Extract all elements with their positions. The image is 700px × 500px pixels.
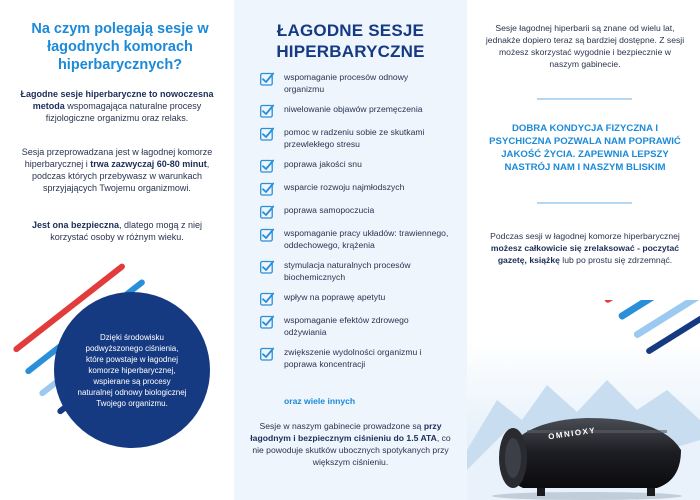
checklist-item-label: poprawa samopoczucia [284, 205, 375, 215]
right-panel [467, 0, 700, 500]
checklist-item [260, 104, 450, 118]
more-label: oraz wiele innych [284, 396, 356, 406]
checkmark-icon [260, 347, 274, 361]
duration-paragraph [14, 146, 220, 194]
checklist-item [260, 159, 450, 173]
checklist-item-label: wspomaganie procesów odnowy organizmu [284, 72, 409, 94]
checklist-item-label: wsparcie rozwoju najmłodszych [284, 182, 405, 192]
checklist-item [260, 127, 450, 150]
checklist-item [260, 205, 450, 219]
info-circle [54, 292, 210, 448]
checklist-item-label: stymulacja naturalnych procesów biochemicznych [284, 260, 411, 282]
checklist-item-label: wspomaganie efektów zdrowego odżywiania [284, 315, 409, 337]
checklist-item-label: zwiększenie wydolności organizmu i poprawa koncentracji [284, 347, 422, 369]
checkmark-icon [260, 260, 274, 274]
pressure-start: Sesje w naszym gabinecie prowadzone są [259, 421, 424, 431]
pressure-bold: przy łagodnym i bezpiecznym ciśnieniu do 1.5 ATA [250, 421, 442, 443]
divider-bottom [537, 202, 632, 204]
checkmark-icon [260, 182, 274, 196]
intro-bold: Łagodne sesje hiperbaryczne to nowoczesna metoda [20, 89, 214, 111]
checkmark-icon [260, 104, 274, 118]
safety-rest: , dlatego mogą z niej korzystać osoby w różnym wieku. [50, 220, 203, 242]
checkmark-icon [260, 228, 274, 242]
checklist-item-label: pomoc w radzeniu sobie ze skutkami przewlekłego stresu [284, 127, 425, 149]
checklist-item [260, 292, 450, 306]
chamber-brand-label: OMNIOXY [547, 425, 597, 442]
checklist-item [260, 72, 450, 95]
relax-paragraph [485, 230, 685, 266]
checkmark-icon [260, 127, 274, 141]
left-panel [0, 0, 234, 500]
benefits-checklist [260, 72, 450, 379]
checklist-item [260, 260, 450, 283]
history-paragraph: Sesje łagodnej hiperbarii są znane od wielu lat, jednakże dopiero teraz są bardziej dostępne. Z sesji możesz skorzystać wygodnie i bezpiecznie w naszym gabinecie. [485, 23, 685, 69]
middle-panel [234, 0, 467, 500]
checklist-item [260, 315, 450, 338]
intro-paragraph [14, 88, 220, 124]
duration-end: , podczas których przebywasz w warunkach sprzyjających Twojemu organizmowi. [31, 159, 210, 193]
circle-text: Dzięki środowisku podwyższonego ciśnienia, które powstaje w łagodnej komorze hiperbarycznej, wspierane są procesy naturalnej odnowy biologicznej Twojego organizmu. [77, 332, 187, 408]
pressure-end: , co nie powoduje skutków ubocznych spotykanych przy większym ciśnieniu. [252, 433, 451, 467]
middle-title [234, 20, 467, 62]
relax-start: Podczas sesji w łagodnej komorze hiperbarycznej [490, 231, 680, 241]
relax-bold: możesz całkowicie się zrelaksować - poczytać gazetę, książkę [490, 243, 680, 265]
intro-rest: wspomagająca naturalne procesy fizjologiczne organizmu oraz relaks. [45, 101, 202, 123]
checkmark-icon [260, 292, 274, 306]
checkmark-icon [260, 72, 274, 86]
checklist-item-label: poprawa jakości snu [284, 159, 362, 169]
checklist-item-label: wspomaganie pracy układów: trawiennego, oddechowego, krążenia [284, 228, 449, 250]
divider-top [537, 98, 632, 100]
checkmark-icon [260, 315, 274, 329]
safety-bold: Jest ona bezpieczna [31, 220, 119, 230]
chamber-illustration [467, 300, 700, 500]
checklist-item [260, 347, 450, 370]
checkmark-icon [260, 159, 274, 173]
safety-paragraph [14, 219, 220, 243]
checklist-item-label: wpływ na poprawę apetytu [284, 292, 386, 302]
checklist-item [260, 182, 450, 196]
duration-bold: trwa zazwyczaj 60-80 minut [90, 159, 207, 169]
duration-start: Sesja przeprowadzana jest w łagodnej komorze hiperbarycznej i [21, 147, 213, 169]
checklist-item-label: niwelowanie objawów przemęczenia [284, 104, 423, 114]
checklist-item [260, 228, 450, 251]
pressure-paragraph [248, 420, 453, 468]
checkmark-icon [260, 205, 274, 219]
relax-end: lub po prostu się zdrzemnąć. [559, 255, 673, 265]
middle-title-text: ŁAGODNE SESJE HIPERBARYCZNE [276, 21, 425, 61]
left-title: Na czym polegają sesje w łagodnych komorach hiperbarycznych? [31, 21, 209, 73]
slogan: DOBRA KONDYCJA FIZYCZNA I PSYCHICZNA POZWALA NAM POPRAWIĆ JAKOŚĆ ŻYCIA. ZAPEWNIA LEPSZY NASTRÓJ NAM I NASZYM BLISKIM [489, 123, 681, 173]
